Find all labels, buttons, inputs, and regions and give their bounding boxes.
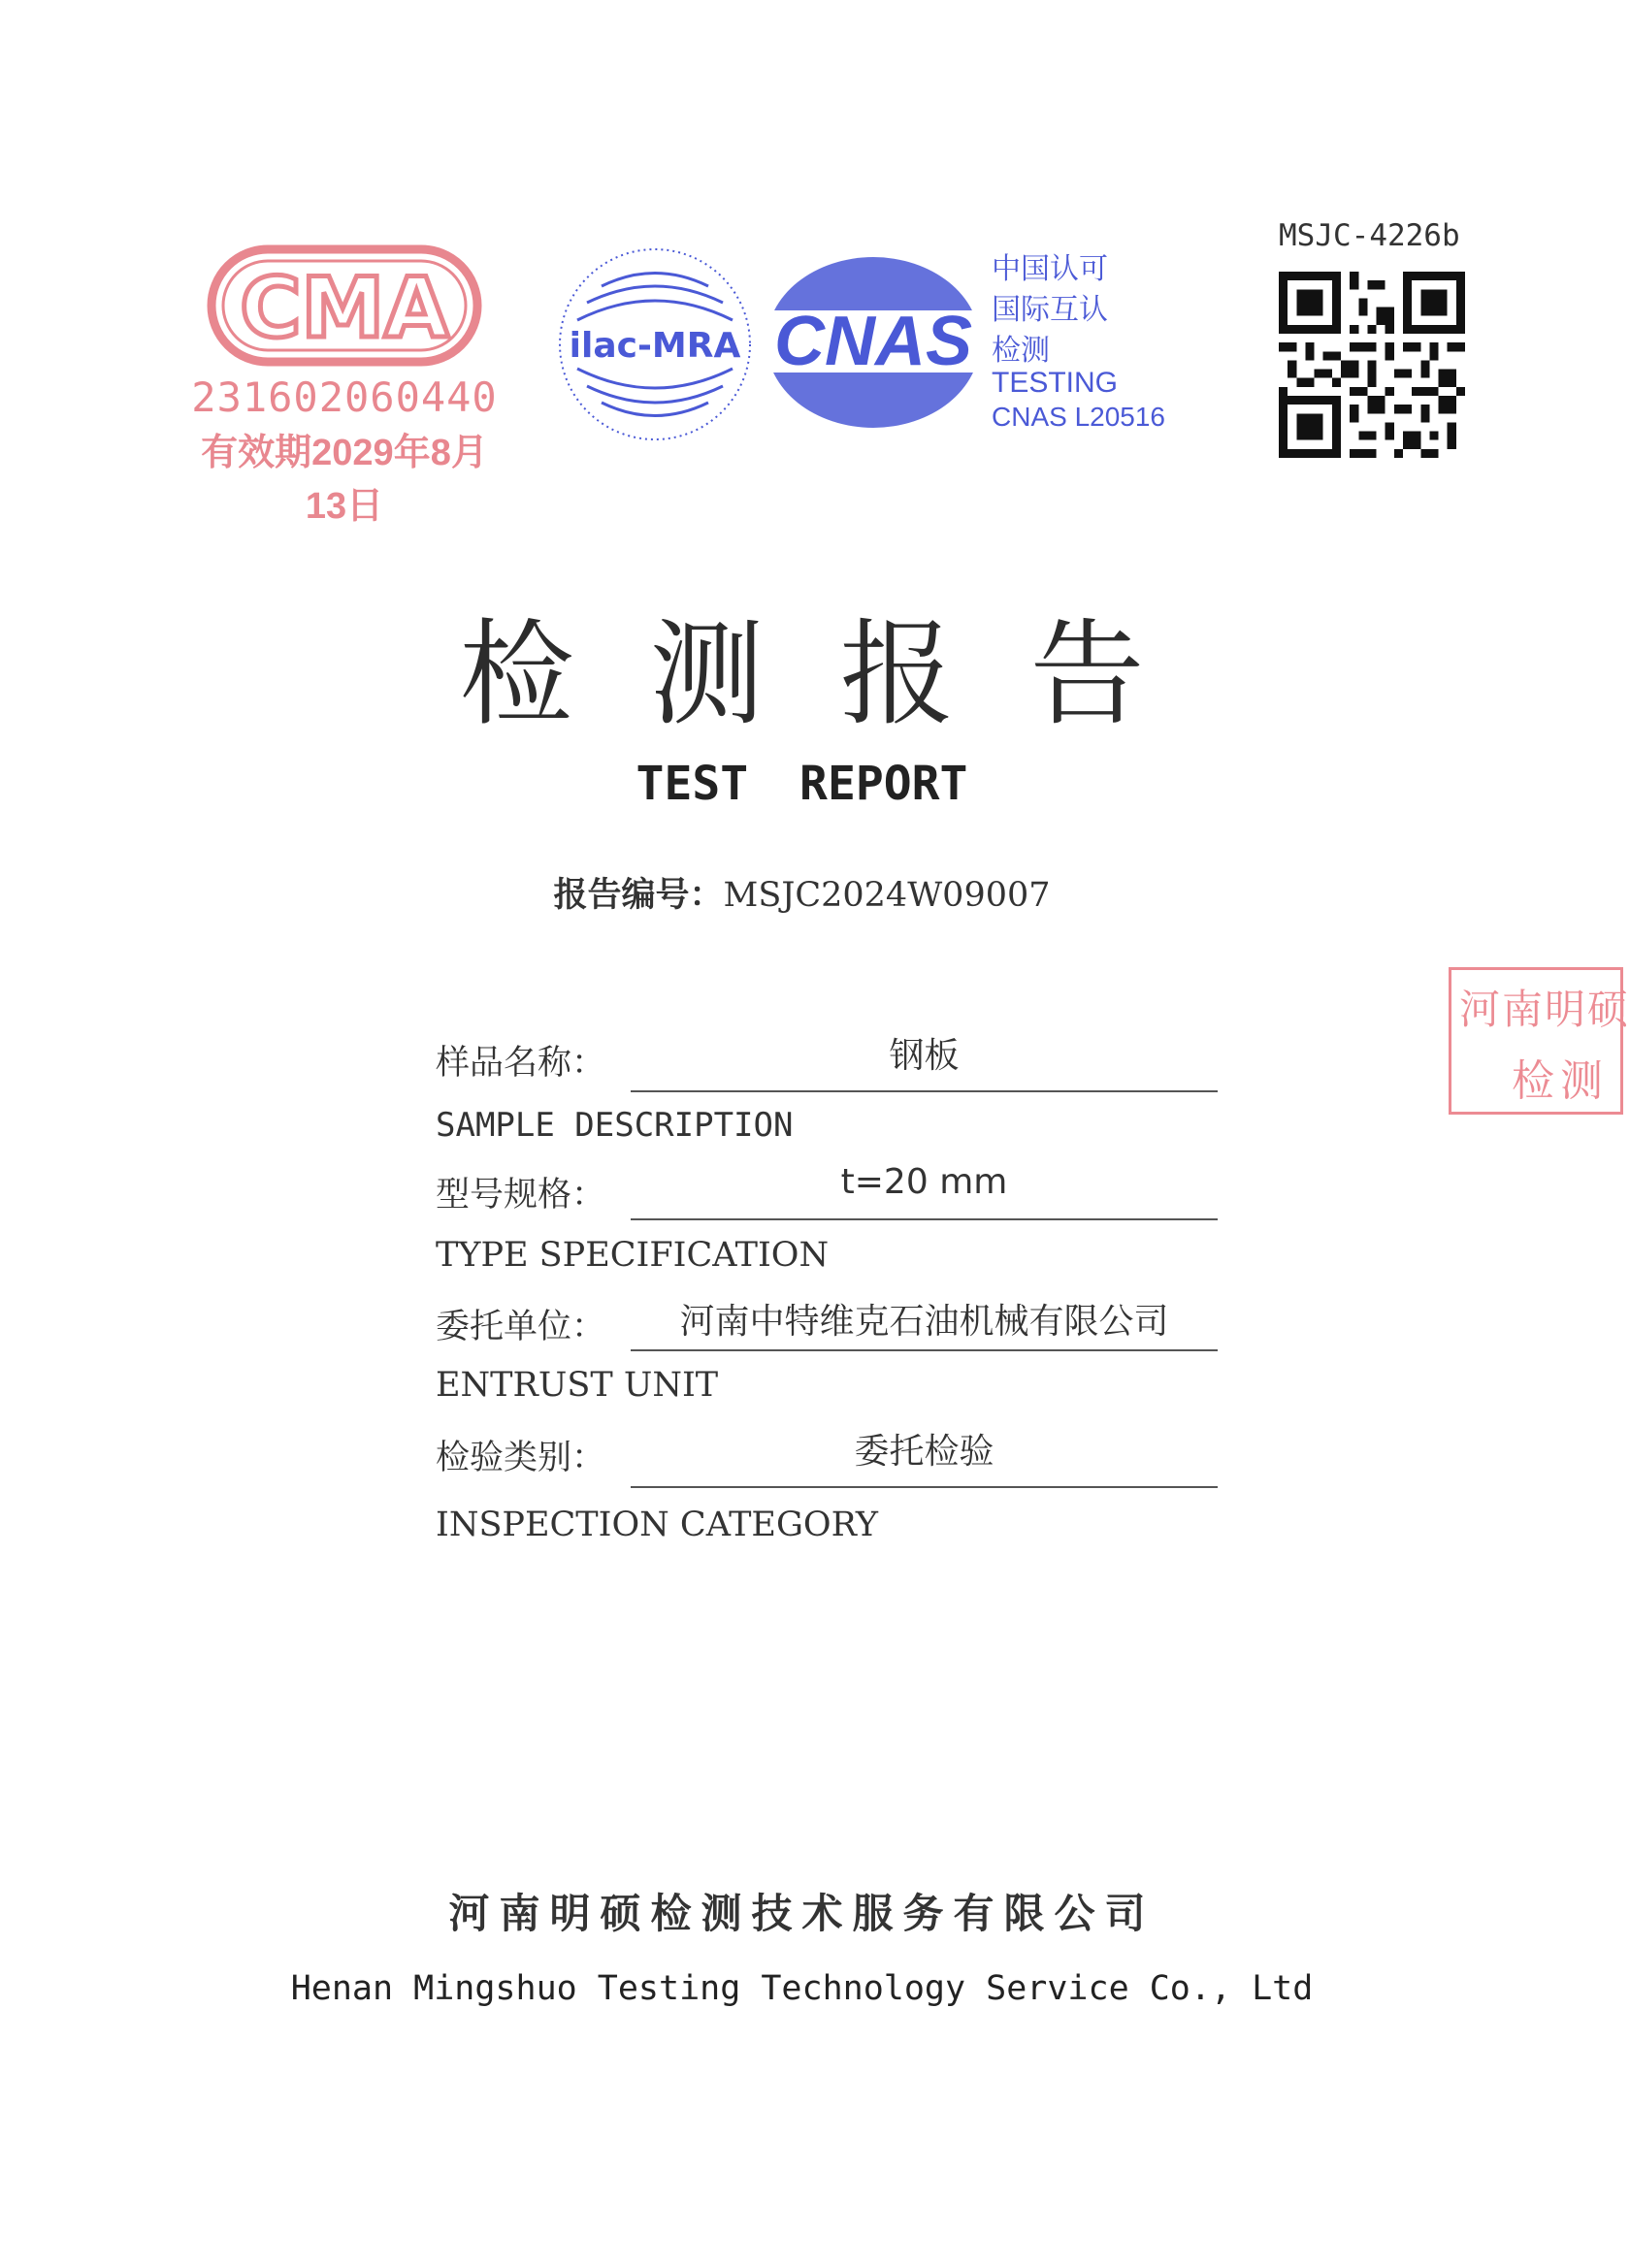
- category-underline: [631, 1486, 1218, 1488]
- entrust-value: 河南中特维克石油机械有限公司: [679, 1302, 1169, 1342]
- sample-value: 钢板: [889, 1036, 960, 1076]
- company-name-cn: 河南明硕检测技术服务有限公司: [448, 1890, 1156, 1937]
- cnas-en-line2: CNAS L20516: [992, 402, 1166, 432]
- type-label-en: TYPE SPECIFICATION: [436, 1236, 830, 1275]
- type-underline: [631, 1218, 1218, 1220]
- report-title-cn: 检测报告: [459, 607, 1221, 741]
- ilac-globe-icon: [553, 243, 757, 446]
- qr-code-icon[interactable]: [1279, 272, 1465, 458]
- entrust-label-en: ENTRUST UNIT: [436, 1366, 719, 1405]
- document-code: MSJC-4226b: [1279, 218, 1460, 253]
- cma-number: 231602060440: [191, 373, 498, 421]
- cma-logo: [184, 238, 505, 527]
- cma-validity: 有效期2029年8月13日: [201, 433, 488, 527]
- report-number-value: MSJC2024W09007: [723, 876, 1051, 915]
- svg-text:ilac-MRA: ilac-MRA: [569, 326, 741, 366]
- report-number: [0, 868, 1604, 917]
- cnas-cn-line1: 中国认可: [992, 253, 1108, 285]
- report-title-en: TEST REPORT: [636, 757, 968, 811]
- company-seal-stamp: [1449, 967, 1630, 1115]
- type-label: 型号规格：: [436, 1176, 606, 1215]
- entrust-label: 委托单位：: [436, 1308, 606, 1346]
- category-label-en: INSPECTION CATEGORY: [436, 1506, 878, 1544]
- ilac-mra-logo: [553, 243, 757, 446]
- cnas-cn-line3: 检测: [992, 335, 1050, 367]
- sample-label: 样品名称：: [436, 1044, 606, 1083]
- svg-text:CMA: CMA: [240, 260, 449, 357]
- stamp-line2: 检测: [1512, 1056, 1609, 1106]
- sample-underline: [631, 1090, 1218, 1092]
- stamp-line1: 河南明硕: [1459, 986, 1630, 1033]
- category-label: 检验类别：: [436, 1439, 606, 1477]
- sample-label-en: SAMPLE DESCRIPTION: [436, 1106, 794, 1145]
- category-value: 委托检验: [854, 1432, 994, 1472]
- cma-emblem-icon: [184, 238, 505, 373]
- report-number-label: 报告编号：: [553, 876, 724, 915]
- cnas-en-line1: TESTING: [992, 367, 1119, 399]
- cnas-emblem-icon: [752, 250, 994, 435]
- cnas-cn-line2: 国际互认: [992, 294, 1108, 326]
- type-value: t=20 mm: [840, 1162, 1008, 1202]
- company-name-en: Henan Mingshuo Testing Technology Service Co., Ltd: [290, 1969, 1314, 2008]
- svg-text:CNAS: CNAS: [773, 303, 973, 380]
- entrust-underline: [631, 1349, 1218, 1351]
- cnas-logo: [752, 250, 994, 435]
